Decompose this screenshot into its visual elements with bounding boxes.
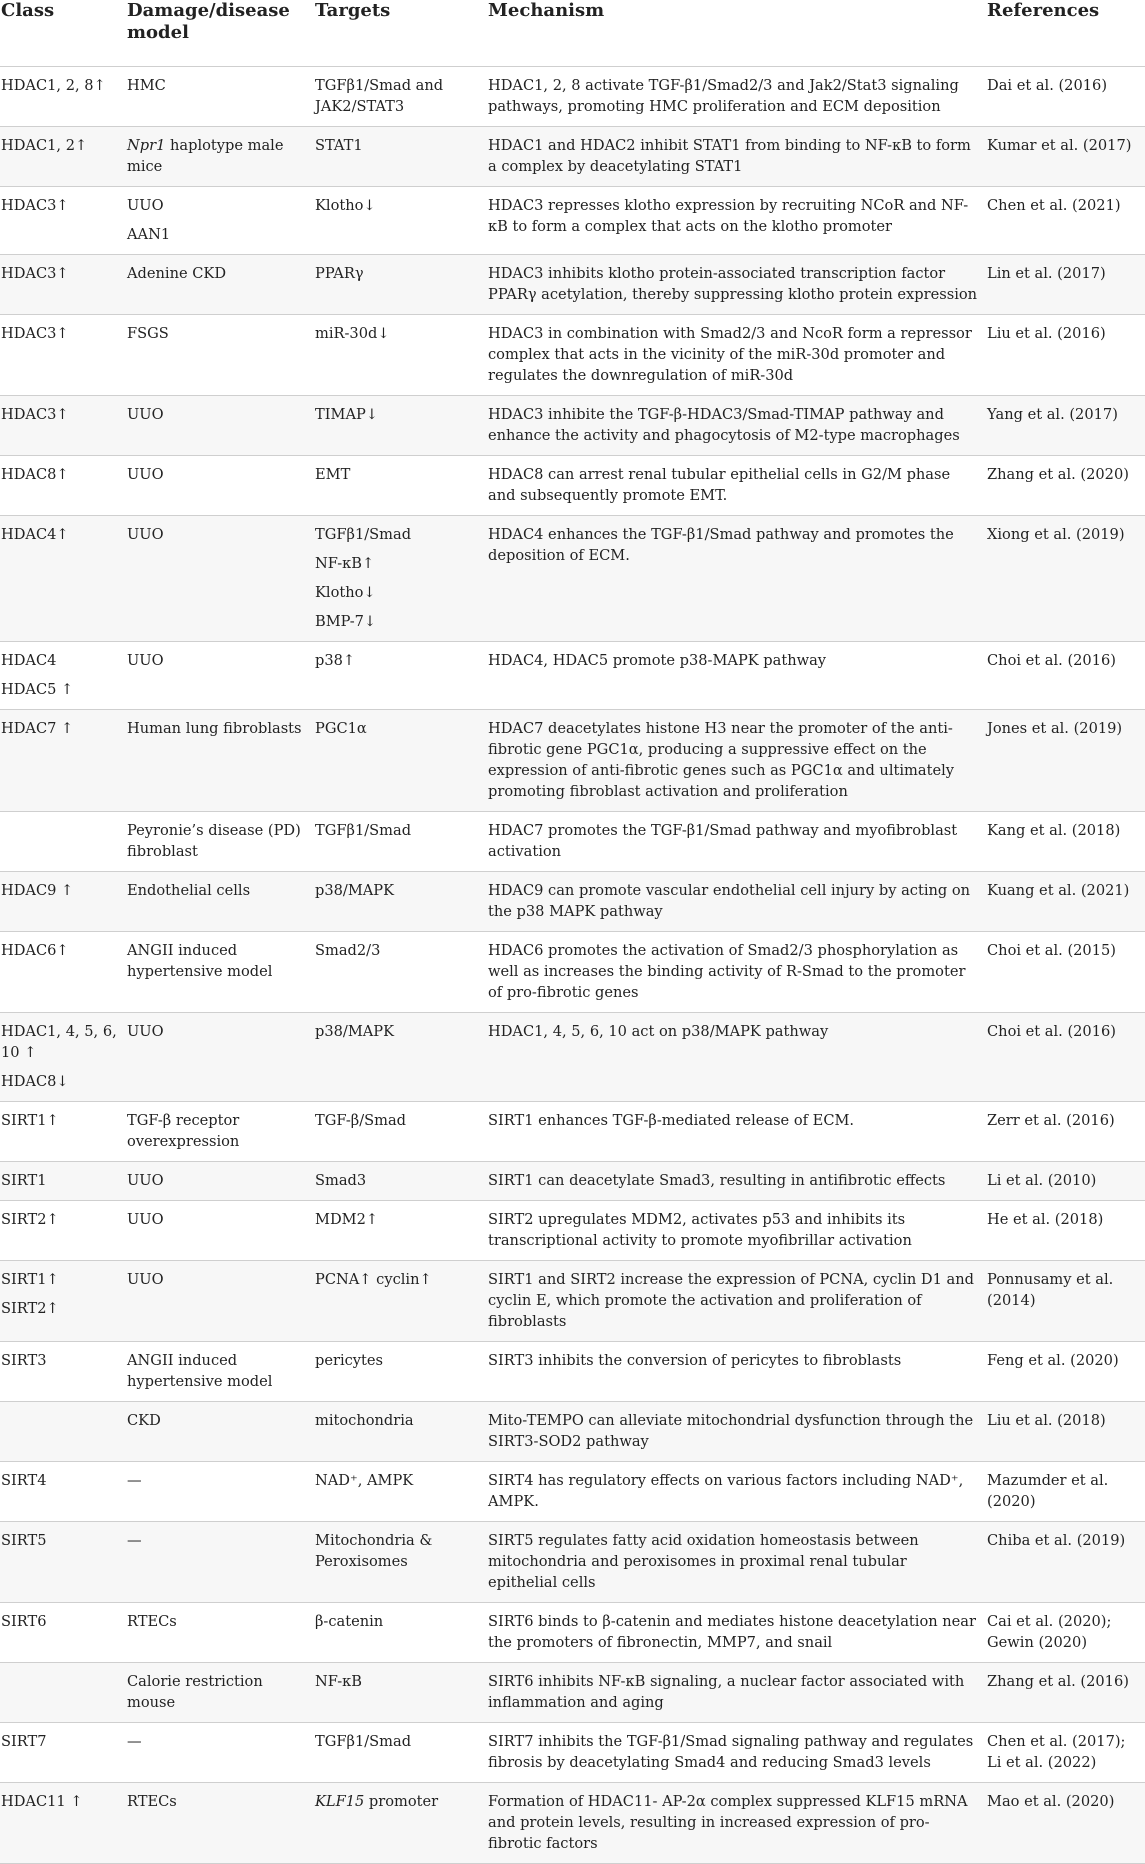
- cell-targets: [314, 1603, 487, 1663]
- cell-targets: [314, 932, 487, 1013]
- table-row: [0, 1522, 1145, 1603]
- cell-targets: [314, 872, 487, 932]
- cell-model: [126, 1462, 314, 1522]
- cell-reference: Kumar et al. (2017): [986, 127, 1145, 187]
- cell-class: [0, 1603, 126, 1663]
- header-model: Damage/disease model: [126, 0, 314, 67]
- cell-model-line: UUO: [127, 1211, 164, 1228]
- cell-model: [126, 1723, 314, 1783]
- cell-reference: Xiong et al. (2019): [986, 516, 1145, 642]
- cell-targets-italic-text: KLF15: [315, 1793, 365, 1810]
- cell-class-line: HDAC3↑: [1, 265, 69, 282]
- cell-reference: Choi et al. (2016): [986, 1013, 1145, 1102]
- cell-targets-line: STAT1: [315, 137, 363, 154]
- cell-mechanism: HDAC3 represses klotho expression by recruiting NCoR and NF-κB to form a complex that acts on the klotho promoter: [487, 187, 986, 255]
- cell-model-line: TGF-β receptor overexpression: [127, 1112, 240, 1150]
- cell-mechanism: SIRT3 inhibits the conversion of pericytes to fibroblasts: [487, 1342, 986, 1402]
- cell-targets: [314, 812, 487, 872]
- cell-model: [126, 642, 314, 710]
- table-row: [0, 67, 1145, 127]
- table-row: [0, 1603, 1145, 1663]
- cell-reference: Cai et al. (2020); Gewin (2020): [986, 1603, 1145, 1663]
- cell-class: [0, 1522, 126, 1603]
- cell-model-line: ANGII induced hypertensive model: [127, 942, 273, 980]
- cell-targets-line: p38↑: [315, 652, 356, 669]
- cell-class: [0, 1342, 126, 1402]
- table-row: [0, 872, 1145, 932]
- cell-model: [126, 1783, 314, 1864]
- cell-targets: [314, 1522, 487, 1603]
- header-row: [0, 0, 1145, 67]
- cell-targets: [314, 1162, 487, 1201]
- cell-class: [0, 255, 126, 315]
- cell-targets: [314, 516, 487, 642]
- cell-targets-line: PCNA↑ cyclin↑: [315, 1271, 432, 1288]
- cell-mechanism: Formation of HDAC11- AP-2α complex suppressed KLF15 mRNA and protein levels, resulting in increased expression of pro-fibrotic factors: [487, 1783, 986, 1864]
- cell-mechanism: HDAC7 deacetylates histone H3 near the promoter of the anti-fibrotic gene PGC1α, producing a suppressive effect on the expression of anti-fibrotic genes such as PGC1α and ultimately promoting fibroblast activation and proliferation: [487, 710, 986, 812]
- cell-class-line: HDAC4: [1, 652, 57, 669]
- cell-mechanism: HDAC1, 2, 8 activate TGF-β1/Smad2/3 and Jak2/Stat3 signaling pathways, promoting HMC proliferation and ECM deposition: [487, 67, 986, 127]
- cell-model-line: UUO: [127, 1172, 164, 1189]
- table-row: [0, 932, 1145, 1013]
- cell-class: [0, 67, 126, 127]
- cell-class-line: SIRT1: [1, 1172, 47, 1189]
- table-row: [0, 710, 1145, 812]
- cell-targets-line: NF-κB: [315, 1673, 363, 1690]
- cell-class-line: HDAC4↑: [1, 526, 69, 543]
- cell-model: [126, 1522, 314, 1603]
- cell-model-line: UUO: [127, 197, 164, 214]
- cell-class: [0, 812, 126, 872]
- cell-class-line: HDAC8↓: [1, 1073, 69, 1090]
- cell-reference: Ponnusamy et al. (2014): [986, 1261, 1145, 1342]
- cell-class-line: HDAC8↑: [1, 466, 69, 483]
- cell-class-line: HDAC7 ↑: [1, 720, 74, 737]
- cell-class-line: SIRT1↑: [1, 1271, 59, 1288]
- cell-class: [0, 1162, 126, 1201]
- cell-model-line: —: [127, 1532, 142, 1549]
- cell-mechanism: SIRT7 inhibits the TGF-β1/Smad signaling pathway and regulates fibrosis by deacetylating Smad4 and reducing Smad3 levels: [487, 1723, 986, 1783]
- cell-targets-line: pericytes: [315, 1352, 384, 1369]
- table-row: [0, 1783, 1145, 1864]
- cell-model-line: Peyronie’s disease (PD) fibroblast: [127, 822, 301, 860]
- table-row: [0, 812, 1145, 872]
- cell-targets: [314, 255, 487, 315]
- cell-targets: [314, 1663, 487, 1723]
- cell-model-line: Endothelial cells: [127, 882, 251, 899]
- cell-targets: [314, 1462, 487, 1522]
- cell-model-line: UUO: [127, 466, 164, 483]
- cell-model: [126, 1603, 314, 1663]
- cell-mechanism: HDAC9 can promote vascular endothelial cell injury by acting on the p38 MAPK pathway: [487, 872, 986, 932]
- cell-model: [126, 127, 314, 187]
- cell-class-line: HDAC3↑: [1, 197, 69, 214]
- cell-mechanism: SIRT1 and SIRT2 increase the expression of PCNA, cyclin D1 and cyclin E, which promote the activation and proliferation of fibroblasts: [487, 1261, 986, 1342]
- cell-targets: [314, 67, 487, 127]
- cell-class-line: HDAC6↑: [1, 942, 69, 959]
- cell-reference: Chiba et al. (2019): [986, 1522, 1145, 1603]
- table-row: [0, 255, 1145, 315]
- cell-class: [0, 187, 126, 255]
- cell-model-text: haplotype male mice: [127, 137, 284, 175]
- cell-model-line: Human lung fibroblasts: [127, 720, 302, 737]
- cell-model: [126, 516, 314, 642]
- cell-targets: [314, 127, 487, 187]
- cell-class-line: SIRT2↑: [1, 1211, 59, 1228]
- cell-model: [126, 1162, 314, 1201]
- cell-model: [126, 1201, 314, 1261]
- cell-mechanism: HDAC3 inhibits klotho protein-associated transcription factor PPARγ acetylation, thereby suppressing klotho protein expression: [487, 255, 986, 315]
- cell-reference: Zhang et al. (2016): [986, 1663, 1145, 1723]
- cell-model: [126, 315, 314, 396]
- cell-class-line: HDAC9 ↑: [1, 882, 74, 899]
- cell-targets-line: Klotho↓: [315, 197, 376, 214]
- table-row: [0, 1261, 1145, 1342]
- cell-class-line: SIRT3: [1, 1352, 47, 1369]
- table-row: [0, 1663, 1145, 1723]
- cell-model-line: UUO: [127, 1271, 164, 1288]
- cell-targets-line: p38/MAPK: [315, 1023, 395, 1040]
- cell-class-line: HDAC11 ↑: [1, 1793, 83, 1810]
- cell-mechanism: HDAC1, 4, 5, 6, 10 act on p38/MAPK pathway: [487, 1013, 986, 1102]
- table-row: [0, 516, 1145, 642]
- cell-reference: Jones et al. (2019): [986, 710, 1145, 812]
- table-header: [0, 0, 1145, 67]
- cell-mechanism: HDAC3 inhibite the TGF-β-HDAC3/Smad-TIMAP pathway and enhance the activity and phagocytosis of M2-type macrophages: [487, 396, 986, 456]
- cell-reference: Kuang et al. (2021): [986, 872, 1145, 932]
- cell-model-line: —: [127, 1472, 142, 1489]
- cell-model: [126, 456, 314, 516]
- cell-model: [126, 872, 314, 932]
- cell-reference: Feng et al. (2020): [986, 1342, 1145, 1402]
- table-row: [0, 1201, 1145, 1261]
- cell-class-line: SIRT2↑: [1, 1300, 59, 1317]
- cell-mechanism: HDAC3 in combination with Smad2/3 and NcoR form a repressor complex that acts in the vicinity of the miR-30d promoter and regulates the downregulation of miR-30d: [487, 315, 986, 396]
- header-targets: Targets: [314, 0, 487, 67]
- cell-targets-text: promoter: [364, 1793, 439, 1810]
- cell-model-line: RTECs: [127, 1613, 177, 1630]
- cell-class: [0, 396, 126, 456]
- cell-model: [126, 932, 314, 1013]
- cell-class: [0, 1402, 126, 1462]
- cell-reference: He et al. (2018): [986, 1201, 1145, 1261]
- cell-targets-line: TGFβ1/Smad: [315, 526, 412, 543]
- table-row: [0, 456, 1145, 516]
- cell-reference: Chen et al. (2017); Li et al. (2022): [986, 1723, 1145, 1783]
- cell-class-line: SIRT4: [1, 1472, 47, 1489]
- cell-targets-line: TGFβ1/Smad and JAK2/STAT3: [315, 77, 444, 115]
- cell-targets: [314, 1102, 487, 1162]
- cell-targets-line: β-catenin: [315, 1613, 384, 1630]
- cell-targets-line: p38/MAPK: [315, 882, 395, 899]
- cell-targets: [314, 1013, 487, 1102]
- cell-reference: Liu et al. (2016): [986, 315, 1145, 396]
- header-class: Class: [0, 0, 126, 67]
- table-body: [0, 67, 1145, 1864]
- cell-targets-line: EMT: [315, 466, 351, 483]
- cell-class: [0, 710, 126, 812]
- cell-mechanism: HDAC4 enhances the TGF-β1/Smad pathway and promotes the deposition of ECM.: [487, 516, 986, 642]
- table-row: [0, 1013, 1145, 1102]
- cell-model: [126, 1013, 314, 1102]
- cell-class: [0, 516, 126, 642]
- cell-model-line: —: [127, 1733, 142, 1750]
- cell-reference: Lin et al. (2017): [986, 255, 1145, 315]
- cell-class-line: HDAC1, 2↑: [1, 137, 88, 154]
- cell-model-line: ANGII induced hypertensive model: [127, 1352, 273, 1390]
- header-references: References: [986, 0, 1145, 67]
- cell-class-line: HDAC1, 4, 5, 6, 10 ↑: [1, 1023, 117, 1061]
- cell-model-line: AAN1: [127, 226, 171, 243]
- cell-class: [0, 1261, 126, 1342]
- table-row: [0, 1723, 1145, 1783]
- cell-model-line: RTECs: [127, 1793, 177, 1810]
- cell-model: [126, 187, 314, 255]
- cell-class: [0, 872, 126, 932]
- cell-model-line: UUO: [127, 526, 164, 543]
- cell-reference: Liu et al. (2018): [986, 1402, 1145, 1462]
- cell-class: [0, 1102, 126, 1162]
- cell-reference: Choi et al. (2015): [986, 932, 1145, 1013]
- table-row: [0, 642, 1145, 710]
- cell-class-line: SIRT6: [1, 1613, 47, 1630]
- cell-targets-line: MDM2↑: [315, 1211, 379, 1228]
- cell-targets: [314, 710, 487, 812]
- cell-targets-line: mitochondria: [315, 1412, 414, 1429]
- cell-targets-line: TGFβ1/Smad: [315, 1733, 412, 1750]
- cell-mechanism: Mito-TEMPO can alleviate mitochondrial dysfunction through the SIRT3-SOD2 pathway: [487, 1402, 986, 1462]
- table-row: [0, 1342, 1145, 1402]
- cell-mechanism: SIRT1 enhances TGF-β-mediated release of ECM.: [487, 1102, 986, 1162]
- cell-class-line: HDAC1, 2, 8↑: [1, 77, 106, 94]
- cell-targets-line: Smad2/3: [315, 942, 381, 959]
- cell-targets-line: Klotho↓: [315, 584, 376, 601]
- cell-model: [126, 1342, 314, 1402]
- cell-reference: Dai et al. (2016): [986, 67, 1145, 127]
- cell-targets-line: [315, 1791, 479, 1812]
- cell-model: [126, 1402, 314, 1462]
- cell-class-line: SIRT7: [1, 1733, 47, 1750]
- cell-targets: [314, 187, 487, 255]
- cell-model-line: UUO: [127, 652, 164, 669]
- cell-targets-line: TGFβ1/Smad: [315, 822, 412, 839]
- cell-class-line: SIRT5: [1, 1532, 47, 1549]
- cell-class: [0, 1013, 126, 1102]
- cell-reference: Mao et al. (2020): [986, 1783, 1145, 1864]
- cell-mechanism: SIRT6 binds to β-catenin and mediates histone deacetylation near the promoters of fibronectin, MMP7, and snail: [487, 1603, 986, 1663]
- cell-model: [126, 1663, 314, 1723]
- cell-reference: Yang et al. (2017): [986, 396, 1145, 456]
- table-row: [0, 1462, 1145, 1522]
- cell-model: [126, 812, 314, 872]
- cell-targets-line: Smad3: [315, 1172, 367, 1189]
- cell-targets-line: Mitochondria & Peroxisomes: [315, 1532, 433, 1570]
- cell-model: [126, 255, 314, 315]
- cell-class: [0, 456, 126, 516]
- cell-model-line: Adenine CKD: [127, 265, 227, 282]
- cell-mechanism: HDAC1 and HDAC2 inhibit STAT1 from binding to NF-κB to form a complex by deacetylating STAT1: [487, 127, 986, 187]
- cell-model-line: Calorie restriction mouse: [127, 1673, 263, 1711]
- cell-targets-line: PGC1α: [315, 720, 367, 737]
- cell-reference: Mazumder et al. (2020): [986, 1462, 1145, 1522]
- table-row: [0, 127, 1145, 187]
- cell-class: [0, 1462, 126, 1522]
- cell-model-line: UUO: [127, 406, 164, 423]
- cell-model-line: HMC: [127, 77, 166, 94]
- cell-targets: [314, 1723, 487, 1783]
- cell-mechanism: SIRT1 can deacetylate Smad3, resulting in antifibrotic effects: [487, 1162, 986, 1201]
- cell-targets-line: TGF-β/Smad: [315, 1112, 407, 1129]
- cell-model-line: [127, 135, 306, 177]
- cell-model: [126, 710, 314, 812]
- cell-reference: Kang et al. (2018): [986, 812, 1145, 872]
- cell-class-line: HDAC3↑: [1, 325, 69, 342]
- cell-class: [0, 932, 126, 1013]
- cell-reference: Li et al. (2010): [986, 1162, 1145, 1201]
- cell-reference: Choi et al. (2016): [986, 642, 1145, 710]
- cell-class: [0, 642, 126, 710]
- table-row: [0, 187, 1145, 255]
- cell-mechanism: SIRT6 inhibits NF-κB signaling, a nuclear factor associated with inflammation and aging: [487, 1663, 986, 1723]
- cell-class: [0, 1723, 126, 1783]
- cell-targets-line: BMP-7↓: [315, 613, 377, 630]
- cell-targets-line: NAD⁺, AMPK: [315, 1472, 414, 1489]
- cell-class-line: HDAC5 ↑: [1, 681, 74, 698]
- cell-mechanism: HDAC7 promotes the TGF-β1/Smad pathway and myofibroblast activation: [487, 812, 986, 872]
- cell-class-line: HDAC3↑: [1, 406, 69, 423]
- cell-mechanism: SIRT5 regulates fatty acid oxidation homeostasis between mitochondria and peroxisomes in proximal renal tubular epithelial cells: [487, 1522, 986, 1603]
- cell-mechanism: SIRT4 has regulatory effects on various factors including NAD⁺, AMPK.: [487, 1462, 986, 1522]
- table-row: [0, 396, 1145, 456]
- cell-model-line: CKD: [127, 1412, 161, 1429]
- cell-model: [126, 1102, 314, 1162]
- cell-model: [126, 67, 314, 127]
- header-mechanism: Mechanism: [487, 0, 986, 67]
- cell-class: [0, 1201, 126, 1261]
- cell-model-line: UUO: [127, 1023, 164, 1040]
- cell-model-italic-text: Npr1: [127, 137, 166, 154]
- cell-reference: Chen et al. (2021): [986, 187, 1145, 255]
- cell-targets: [314, 456, 487, 516]
- cell-reference: Zerr et al. (2016): [986, 1102, 1145, 1162]
- cell-mechanism: HDAC8 can arrest renal tubular epithelial cells in G2/M phase and subsequently promote EMT.: [487, 456, 986, 516]
- cell-class: [0, 315, 126, 396]
- cell-targets-line: PPARγ: [315, 265, 364, 282]
- cell-class: [0, 1663, 126, 1723]
- cell-targets: [314, 396, 487, 456]
- cell-targets-line: TIMAP↓: [315, 406, 379, 423]
- cell-targets-line: miR-30d↓: [315, 325, 390, 342]
- cell-targets: [314, 1342, 487, 1402]
- cell-targets-line: NF-κB↑: [315, 555, 375, 572]
- cell-model-line: FSGS: [127, 325, 169, 342]
- table-row: [0, 1402, 1145, 1462]
- cell-model: [126, 396, 314, 456]
- cell-mechanism: HDAC6 promotes the activation of Smad2/3 phosphorylation as well as increases the binding activity of R-Smad to the promoter of pro-fibrotic genes: [487, 932, 986, 1013]
- cell-targets: [314, 1261, 487, 1342]
- cell-targets: [314, 1201, 487, 1261]
- cell-targets: [314, 642, 487, 710]
- table-row: [0, 315, 1145, 396]
- table-row: [0, 1162, 1145, 1201]
- cell-mechanism: HDAC4, HDAC5 promote p38-MAPK pathway: [487, 642, 986, 710]
- cell-class-line: SIRT1↑: [1, 1112, 59, 1129]
- cell-mechanism: SIRT2 upregulates MDM2, activates p53 and inhibits its transcriptional activity to promote myofibrillar activation: [487, 1201, 986, 1261]
- cell-targets: [314, 1402, 487, 1462]
- cell-targets: [314, 315, 487, 396]
- cell-reference: Zhang et al. (2020): [986, 456, 1145, 516]
- cell-targets: [314, 1783, 487, 1864]
- cell-class: [0, 127, 126, 187]
- cell-class: [0, 1783, 126, 1864]
- cell-model: [126, 1261, 314, 1342]
- table-row: [0, 1102, 1145, 1162]
